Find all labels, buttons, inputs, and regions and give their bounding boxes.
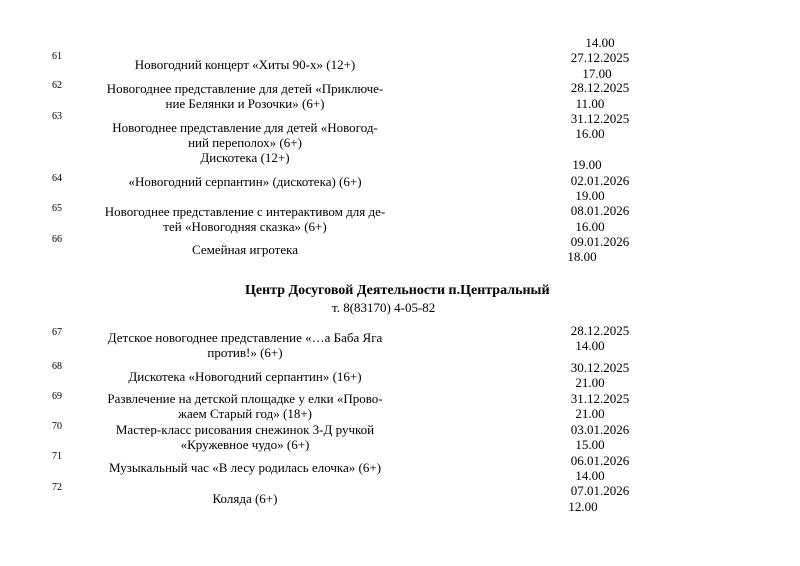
time-text: 17.00 [582,66,612,81]
date-text: 03.01.2026 [570,422,630,437]
event-title: «Новогодний серпантин» (дискотека) (6+) [128,174,362,189]
time-text: 21.00 [575,406,605,421]
row-number: 65 [52,203,62,214]
time-text: 16.00 [575,126,605,141]
row-number: 66 [52,234,62,245]
row-number: 72 [52,482,62,493]
time-text: 12.00 [568,499,598,514]
date-text: 09.01.2026 [570,234,630,249]
time-text: 11.00 [575,96,605,111]
row-number: 70 [52,421,62,432]
event-title: Дискотека «Новогодний серпантин» (16+) [128,369,362,384]
time-text: 19.00 [572,157,602,172]
section-title: Центр Досуговой Деятельности п.Центральный [245,283,550,298]
row-number: 67 [52,327,62,338]
time-text: 21.00 [575,375,605,390]
row-number: 68 [52,361,62,372]
event-title: Музыкальный час «В лесу родилась елочка» (6+) [108,460,382,475]
time-text: 14.00 [575,338,605,353]
date-text: 06.01.2026 [570,453,630,468]
time-text: 14.00 [575,468,605,483]
date-text: 28.12.2025 [570,80,630,95]
event-title: Новогоднее представление для детей «Приключе- [106,81,384,96]
event-title: Мастер-класс рисования снежинок 3-Д ручкой [115,422,375,437]
event-title: Развлечение на детской площадке у елки «Прово- [107,391,383,406]
event-title: тей «Новогодняя сказка» (6+) [163,219,327,234]
event-title: Новогоднее представление для детей «Новогод- [112,120,378,135]
date-text: 31.12.2025 [570,391,630,406]
row-number: 62 [52,80,62,91]
event-title: «Кружевное чудо» (6+) [180,437,310,452]
row-number: 71 [52,451,62,462]
row-number: 63 [52,111,62,122]
time-text: 15.00 [575,437,605,452]
event-title: Коляда (6+) [212,491,278,506]
event-title: Детское новогоднее представление «…а Баба Яга [107,330,383,345]
event-title: против!» (6+) [207,345,283,360]
time-text: 14.00 [585,35,615,50]
event-title: Семейная игротека [192,242,298,257]
event-title: Новогодний концерт «Хиты 90-х» (12+) [134,57,356,72]
event-title: Дискотека (12+) [200,150,290,165]
date-text: 30.12.2025 [570,360,630,375]
time-text: 19.00 [575,188,605,203]
event-title: ний переполох» (6+) [188,135,302,150]
date-text: 07.01.2026 [570,483,630,498]
event-title: ние Белянки и Розочки» (6+) [165,96,325,111]
date-text: 02.01.2026 [570,173,630,188]
event-title: жаем Старый год» (18+) [177,406,313,421]
date-text: 31.12.2025 [570,111,630,126]
row-number: 61 [52,51,62,62]
event-title: Новогоднее представление с интерактивом для де- [104,204,386,219]
time-text: 18.00 [567,249,597,264]
time-text: 16.00 [575,219,605,234]
date-text: 28.12.2025 [570,323,630,338]
row-number: 64 [52,173,62,184]
date-text: 27.12.2025 [570,50,630,65]
date-text: 08.01.2026 [570,203,630,218]
section-phone: т. 8(83170) 4-05-82 [332,300,436,315]
row-number: 69 [52,391,62,402]
